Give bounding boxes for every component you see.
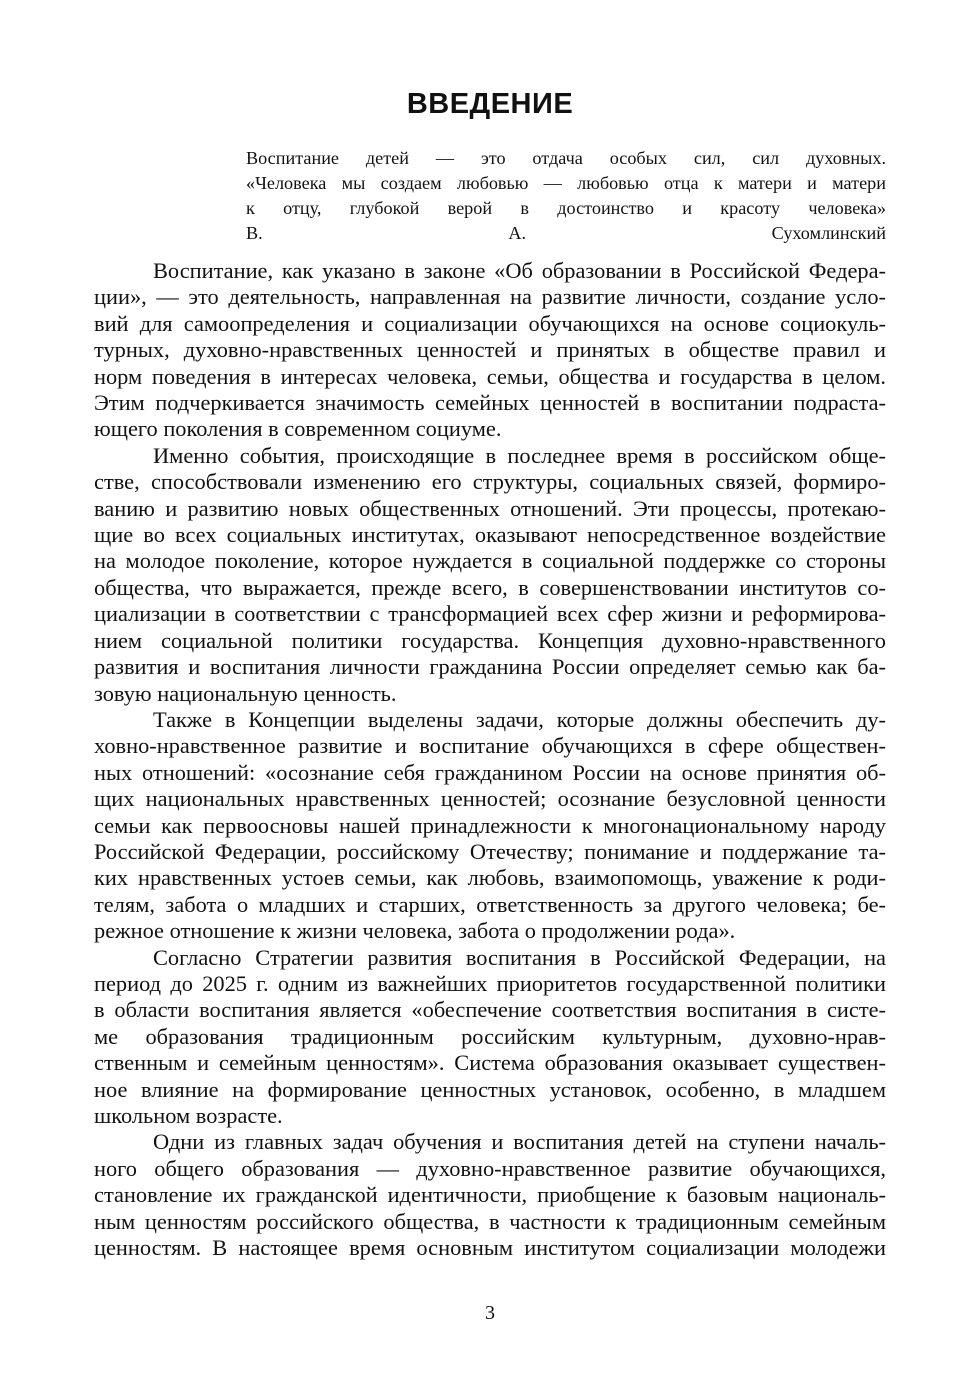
text-line: Именно события, происходящие в последнее время в российском обще- [153, 442, 886, 468]
body-text [94, 258, 886, 1261]
text-line: Воспитание, как указано в законе «Об образовании в Российской Федера- [153, 258, 886, 283]
text-line: Российской Федерации, российскому Отечеству; понимание и поддержание та- [94, 838, 886, 864]
text-line: режное отношение к жизни человека, забота о продолжении рода». [94, 918, 736, 944]
text-line: становление их гражданской идентичности, приобщение к базовым националь- [94, 1182, 886, 1208]
text-line: семьи как первоосновы нашей принадлежности к многонациональному народу [94, 812, 886, 838]
text-line: ное влияние на формирование ценностных установок, особенно, в младшем [94, 1076, 886, 1102]
paragraph [94, 1129, 886, 1261]
text-line: циализации в соответствии с трансформацией всех сфер жизни и реформирова- [94, 601, 886, 627]
page-number: 3 [485, 1302, 495, 1324]
text-line: ции», — это деятельность, направленная на развитие личности, создание усло- [94, 284, 886, 310]
text-line: ценностям. В настоящее время основным институтом социализации молодежи [94, 1235, 886, 1261]
text-line: щие во всех социальных институтах, оказывают непосредственное воздействие [94, 522, 886, 548]
text-line: ющего поколения в современном социуме. [94, 416, 502, 442]
text-line: Согласно Стратегии развития воспитания в Российской Федерации, на [153, 944, 886, 970]
text-line: ственным и семейным ценностям». Система образования оказывает существен- [94, 1050, 886, 1076]
text-line: вий для самоопределения и социализации обучающихся на основе социокуль- [94, 310, 886, 336]
text-line: телям, забота о младших и старших, ответственность за другого человека; бе- [94, 891, 886, 917]
paragraph [94, 258, 886, 443]
epigraph-line: «Человека мы создаем любовью — любовью отца к матери и матери [246, 173, 886, 193]
text-line: стве, способствовали изменению его структуры, социальных связей, формиро- [94, 469, 886, 495]
text-line: ных отношений: «осознание себя гражданином России на основе принятия об- [94, 759, 886, 785]
text-line: ховно-нравственное развитие и воспитание обучающихся в сфере обществен- [94, 733, 886, 759]
epigraph-line: к отцу, глубокой верой в достоинство и красоту человека» [246, 198, 886, 218]
text-line: школьном возрасте. [94, 1103, 283, 1128]
epigraph-line: Воспитание детей — это отдача особых сил, сил духовных. [246, 148, 886, 168]
text-line: в области воспитания является «обеспечение соответствия воспитания в систе- [94, 997, 886, 1023]
text-line: ванию и развитию новых общественных отношений. Эти процессы, протекаю- [94, 495, 886, 521]
text-line: нием социальной политики государства. Концепция духовно-нравственного [94, 627, 886, 653]
paragraph [94, 945, 886, 1130]
text-line: ких нравственных устоев семьи, как любовь, взаимопомощь, уважение к роди- [94, 865, 886, 891]
page-title: ВВЕДЕНИЕ [406, 88, 574, 120]
text-line: щих национальных нравственных ценностей; осознание безусловной ценности [94, 786, 886, 812]
text-line: Также в Концепции выделены задачи, которые должны обеспечить ду- [153, 706, 886, 732]
paragraph [94, 707, 886, 945]
text-line: норм поведения в интересах человека, семьи, общества и государства в целом. [94, 363, 886, 389]
text-line: турных, духовно-нравственных ценностей и принятых в обществе правил и [94, 337, 886, 363]
text-line: ным ценностям российского общества, в частности к традиционным семейным [94, 1208, 886, 1234]
text-line: ме образования традиционным российским культурным, духовно-нрав- [94, 1023, 886, 1049]
text-line: на молодое поколение, которое нуждается в социальной поддержке со стороны [94, 548, 886, 574]
epigraph [246, 146, 886, 246]
text-line: развития и воспитания личности гражданина России определяет семью как ба- [94, 654, 886, 680]
text-line: Этим подчеркивается значимость семейных ценностей в воспитании подраста- [94, 390, 886, 416]
text-line: общества, что выражается, прежде всего, в совершенствовании институтов со- [94, 574, 886, 600]
text-line: период до 2025 г. одним из важнейших приоритетов государственной политики [94, 970, 886, 996]
paragraph [94, 443, 886, 707]
text-line: зовую национальную ценность. [94, 680, 397, 706]
text-line: ного общего образования — духовно-нравственное развитие обучающихся, [94, 1155, 886, 1181]
epigraph-author: В. А. Сухомлинский [246, 223, 886, 243]
text-line: Одни из главных задач обучения и воспитания детей на ступени началь- [153, 1129, 886, 1155]
